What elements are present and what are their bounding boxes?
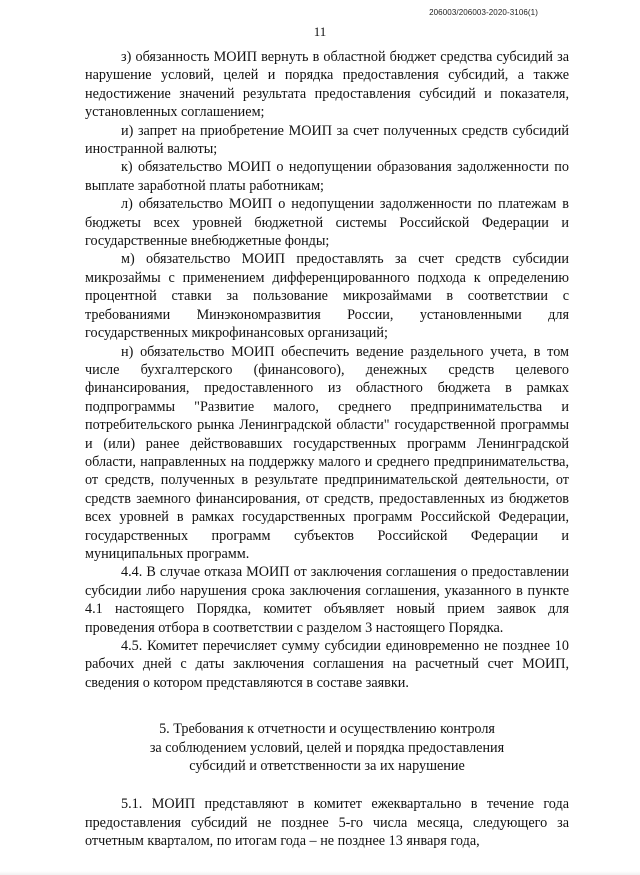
section-5-heading-line: 5. Требования к отчетности и осуществлению контроля <box>159 721 495 738</box>
paragraph-4-5: 4.5. Комитет перечисляет сумму субсидии единовременно не позднее 10 рабочих дней с даты заключения соглашения на расчетный счет МОИП, сведения о котором представляются в составе заявки. <box>85 638 569 691</box>
section-5-heading-line: за соблюдением условий, целей и порядка предоставления <box>149 739 505 756</box>
paragraph-m: м) обязательство МОИП предоставлять за счет средств субсидии микрозаймы с применением дифференцированного подхода к определению процентной ставки за пользование микрозаймами в соответствии с требованиями Минэкономразвития России, установленными для государственных микрофинансовых организаций; <box>85 251 569 342</box>
paragraph-k: к) обязательство МОИП о недопущении образования задолженности по выплате заработной платы работникам; <box>85 159 569 194</box>
paragraph-l: л) обязательство МОИП о недопущении задолженности по платежам в бюджеты всех уровней бюджетной системы Российской Федерации и государственные внебюджетные фонды; <box>85 196 569 250</box>
paragraph-i: и) запрет на приобретение МОИП за счет полученных средств субсидий иностранной валюты; <box>85 122 569 158</box>
paragraph-n: н) обязательство МОИП обеспечить ведение раздельного учета, в том числе бухгалтерского (финансового), денежных средств целевого финансирования, предоставленного из областного бюджета в рамках подпрограммы "Развитие малого, среднего предпринимательства и потребительского рынка Ленинградской области" государственной программы и (или) ранее действовавших государственных программ Ленинградской области, направленных на поддержку малого и среднего предпринимательства, от средств, полученных в результате предпринимательской деятельности, от средств заемного финансирования, от средств, предоставленных из бюджетов всех уровней в рамках государственных программ Российской Федерации, государственных программ субъектов Российской Федерации и муниципальных программ. <box>85 343 569 562</box>
section-5-heading-line: субсидий и ответственности за их нарушение <box>189 758 465 775</box>
page-bottom-edge <box>0 871 640 875</box>
document-code: 206003/206003-2020-3106(1) <box>429 8 538 17</box>
document-body <box>85 48 569 851</box>
section-5-heading <box>85 720 569 775</box>
page-number: 11 <box>313 24 327 39</box>
paragraph-z: з) обязанность МОИП вернуть в областной бюджет средства субсидий за нарушение условий, целей и порядка предоставления субсидий, а также недостижение значений результата предоставления субсидий и показателя, установленных соглашением; <box>85 49 569 121</box>
paragraph-5-1: 5.1. МОИП представляют в комитет ежеквартально в течение года предоставления субсидий не позднее 5-го числа месяца, следующего за отчетным кварталом, по итогам года – не позднее 13 января года, <box>85 796 569 850</box>
paragraph-4-4: 4.4. В случае отказа МОИП от заключения соглашения о предоставлении субсидии либо нарушения срока заключения соглашения, указанного в пункте 4.1 настоящего Порядка, комитет объявляет новый прием заявок для проведения отбора в соответствии с разделом 3 настоящего Порядка. <box>85 564 569 636</box>
